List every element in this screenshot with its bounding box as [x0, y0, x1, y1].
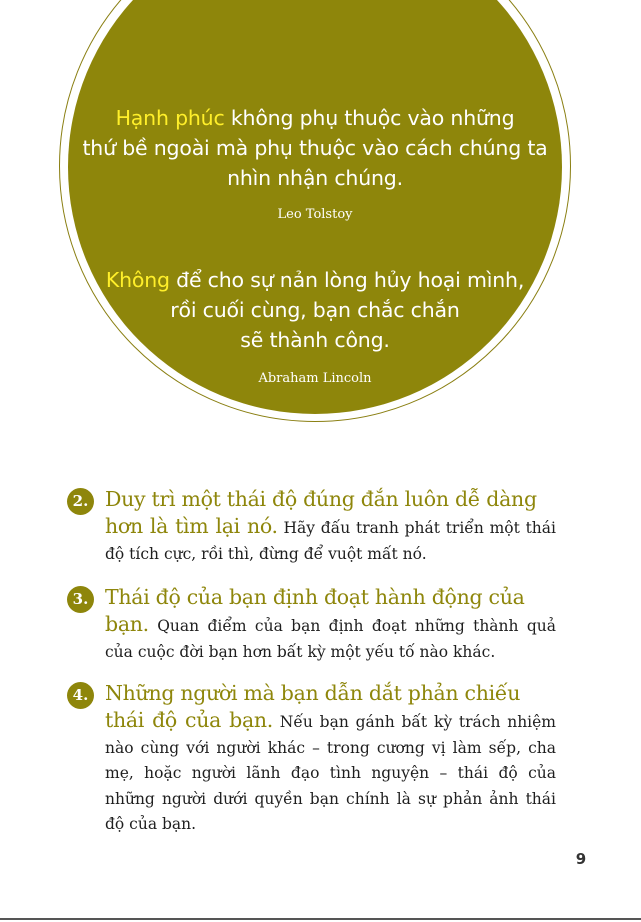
quote-text: rồi cuối cùng, bạn chắc chắn [170, 298, 460, 322]
item-number-badge: 2. [67, 488, 94, 515]
quote-tolstoy [68, 103, 562, 193]
item-body: Hãy đấu tranh phát triển một thái độ tích cực, rồi thì, đừng để vuột mất nó. [105, 519, 556, 563]
item-paragraph [105, 582, 556, 665]
item-body: Quan điểm của bạn định đoạt những thành quả của cuộc đời bạn hơn bất kỳ một yếu tố nào khác. [105, 617, 556, 661]
item-body: Nếu bạn gánh bất kỳ trách nhiệm nào cùng với người khác – trong cương vị làm sếp, cha mẹ, hoặc người lãnh đạo tình nguyện – thái độ của những người dưới quyền bạn chính là sự phản ảnh thái độ của bạn. [105, 713, 557, 833]
item-heading: thái độ của bạn. [105, 708, 273, 732]
quote-author: Leo Tolstoy [277, 207, 353, 222]
item-heading: hơn là tìm lại nó. [105, 514, 278, 538]
page-number: 9 [575, 850, 587, 868]
quote-lincoln [68, 265, 562, 355]
item-number-badge: 3. [67, 586, 94, 613]
quote-text: thứ bề ngoài mà phụ thuộc vào cách chúng ta [82, 136, 548, 160]
quote-highlight: Không [105, 268, 170, 292]
item-paragraph [105, 484, 556, 567]
item-heading: bạn. [105, 612, 149, 636]
quote-text: để cho sự nản lòng hủy hoại mình, [169, 268, 525, 292]
item-heading: Những người mà bạn dẫn dắt phản chiếu [105, 681, 521, 705]
item-number-badge: 4. [67, 682, 94, 709]
quote-author: Abraham Lincoln [258, 371, 372, 386]
bottom-divider [0, 918, 641, 920]
list-item [67, 582, 556, 665]
quote-text: sẽ thành công. [240, 328, 390, 352]
item-paragraph [105, 678, 556, 838]
quote-text: nhìn nhận chúng. [227, 166, 403, 190]
item-heading: Duy trì một thái độ đúng đắn luôn dễ dàng [105, 487, 537, 511]
quote-text: không phụ thuộc vào những [224, 106, 515, 130]
quote-highlight: Hạnh phúc [115, 106, 225, 130]
list-item [67, 678, 556, 838]
item-heading: Thái độ của bạn định đoạt hành động của [105, 585, 525, 609]
list-item [67, 484, 556, 567]
